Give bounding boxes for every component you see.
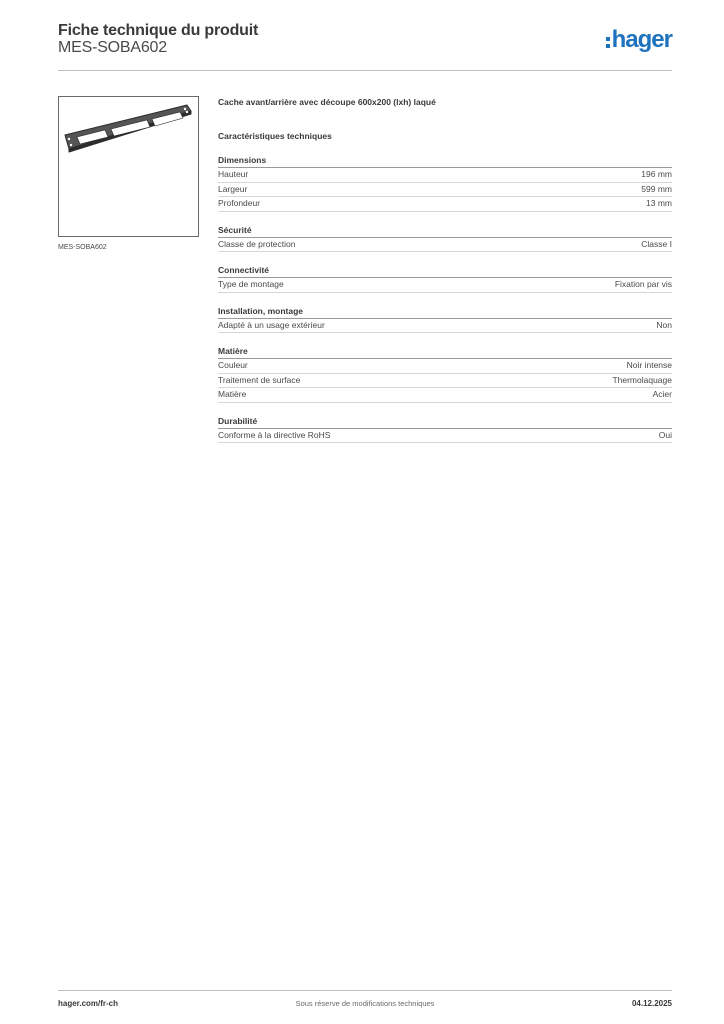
spec-value: 13 mm xyxy=(646,198,672,208)
spec-value: 599 mm xyxy=(641,183,672,194)
spec-row xyxy=(218,319,672,334)
spec-row xyxy=(218,429,672,444)
spec-label: Conforme à la directive RoHS xyxy=(218,429,331,440)
footer-date: 04.12.2025 xyxy=(631,999,672,1008)
spec-row xyxy=(218,168,672,183)
spec-label: Profondeur xyxy=(218,198,261,208)
section-title: Installation, montage xyxy=(218,305,672,319)
spec-row xyxy=(218,238,672,253)
spec-label: Type de montage xyxy=(218,279,284,289)
spec-row xyxy=(218,278,672,293)
spec-value: Thermolaquage xyxy=(612,374,672,385)
spec-value: Classe I xyxy=(641,238,672,249)
spec-row xyxy=(218,359,672,374)
spec-label: Traitement de surface xyxy=(218,374,301,385)
section-title: Matière xyxy=(218,345,672,359)
footer-website-link[interactable]: hager.com/fr-ch xyxy=(58,999,119,1008)
spec-row xyxy=(218,374,672,389)
footer-disclaimer: Sous réserve de modifications techniques xyxy=(295,999,435,1008)
spec-value: Acier xyxy=(652,389,672,399)
spec-value: Non xyxy=(656,319,672,330)
spec-label: Matière xyxy=(218,389,247,399)
cover-plate-illustration xyxy=(59,97,198,236)
spec-value: Noir intense xyxy=(626,360,672,370)
product-image xyxy=(58,96,199,237)
logo-text: hager xyxy=(611,26,672,53)
spec-label: Adapté à un usage extérieur xyxy=(218,319,325,330)
spec-label: Couleur xyxy=(218,360,248,370)
product-description: Cache avant/arrière avec découpe 600x200 (lxh) laqué xyxy=(218,97,436,107)
section-dimensions xyxy=(218,154,672,212)
section-title: Dimensions xyxy=(218,154,672,168)
spec-value: Fixation par vis xyxy=(614,279,672,289)
spec-content xyxy=(218,96,672,443)
technical-characteristics-title: Caractéristiques techniques xyxy=(218,131,332,141)
section-title: Sécurité xyxy=(218,224,672,238)
spec-row xyxy=(218,197,672,212)
spec-value: Oui xyxy=(658,429,672,440)
page-header xyxy=(58,20,672,71)
section-connectivite xyxy=(218,264,672,293)
page-footer xyxy=(58,990,672,1013)
spec-label: Largeur xyxy=(218,183,248,194)
page-title: Fiche technique du produit xyxy=(58,22,259,39)
spec-value: 196 mm xyxy=(641,169,672,179)
spec-row xyxy=(218,388,672,403)
section-durabilite xyxy=(218,415,672,444)
spec-label: Classe de protection xyxy=(218,238,296,249)
image-caption: MES-SOBA602 xyxy=(58,244,107,251)
section-installation xyxy=(218,305,672,334)
logo-dots-icon xyxy=(606,37,610,48)
spec-label: Hauteur xyxy=(218,169,249,179)
section-title: Connectivité xyxy=(218,264,672,278)
spec-row xyxy=(218,183,672,198)
section-securite xyxy=(218,224,672,253)
product-reference: MES-SOBA602 xyxy=(58,39,167,56)
hager-logo xyxy=(606,26,672,54)
section-title: Durabilité xyxy=(218,415,672,429)
section-matiere xyxy=(218,345,672,403)
